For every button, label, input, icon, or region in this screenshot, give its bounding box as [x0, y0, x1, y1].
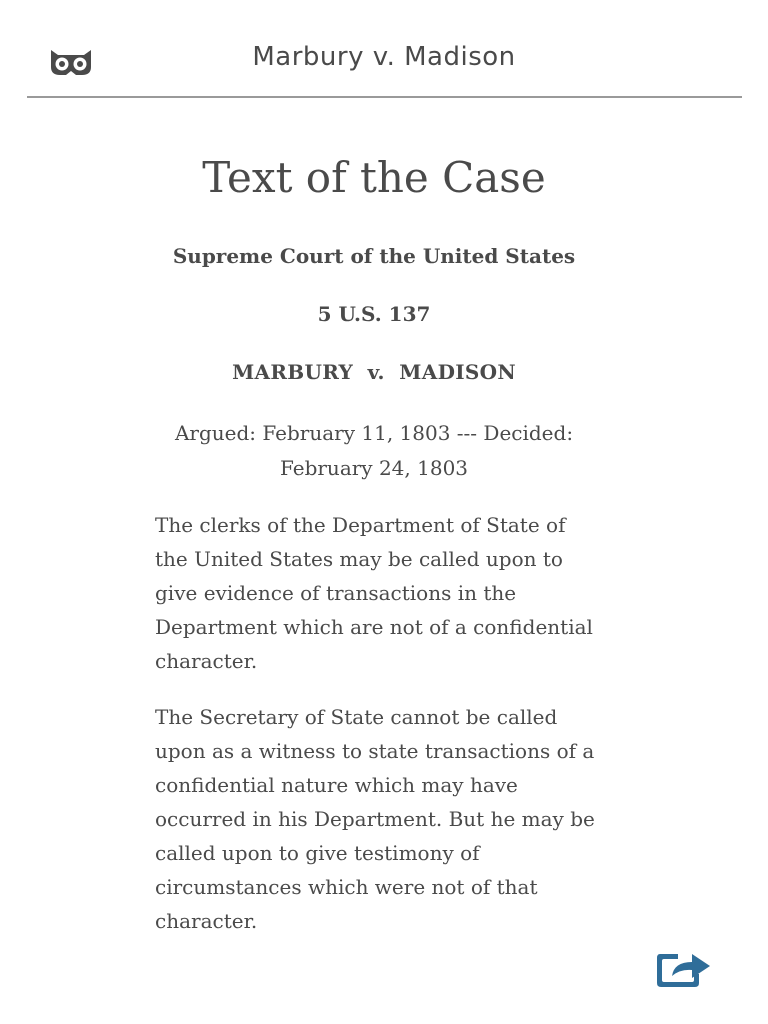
court-name: Supreme Court of the United States: [172, 244, 576, 268]
app-header: [0, 0, 768, 98]
share-icon[interactable]: [652, 942, 714, 990]
page-title: Text of the Case: [202, 153, 546, 202]
case-name: MARBURY v. MADISON: [232, 360, 516, 384]
header-divider: [27, 96, 742, 98]
case-dates: Argued: February 11, 1803 --- Decided: February 24, 1803: [174, 421, 574, 480]
case-paragraph: The Secretary of State cannot be called upon as a witness to state transactions of a confidential nature which may have occurred in his Department. But he may be called upon to give testimony of circumstances which were not of that character.: [155, 705, 595, 933]
case-paragraph: The clerks of the Department of State of the United States may be called upon to give evidence of transactions in the Department which are not of a confidential character.: [155, 513, 593, 673]
case-citation: 5 U.S. 137: [317, 302, 431, 326]
case-text-content: [150, 150, 595, 938]
header-title: Marbury v. Madison: [252, 42, 516, 72]
